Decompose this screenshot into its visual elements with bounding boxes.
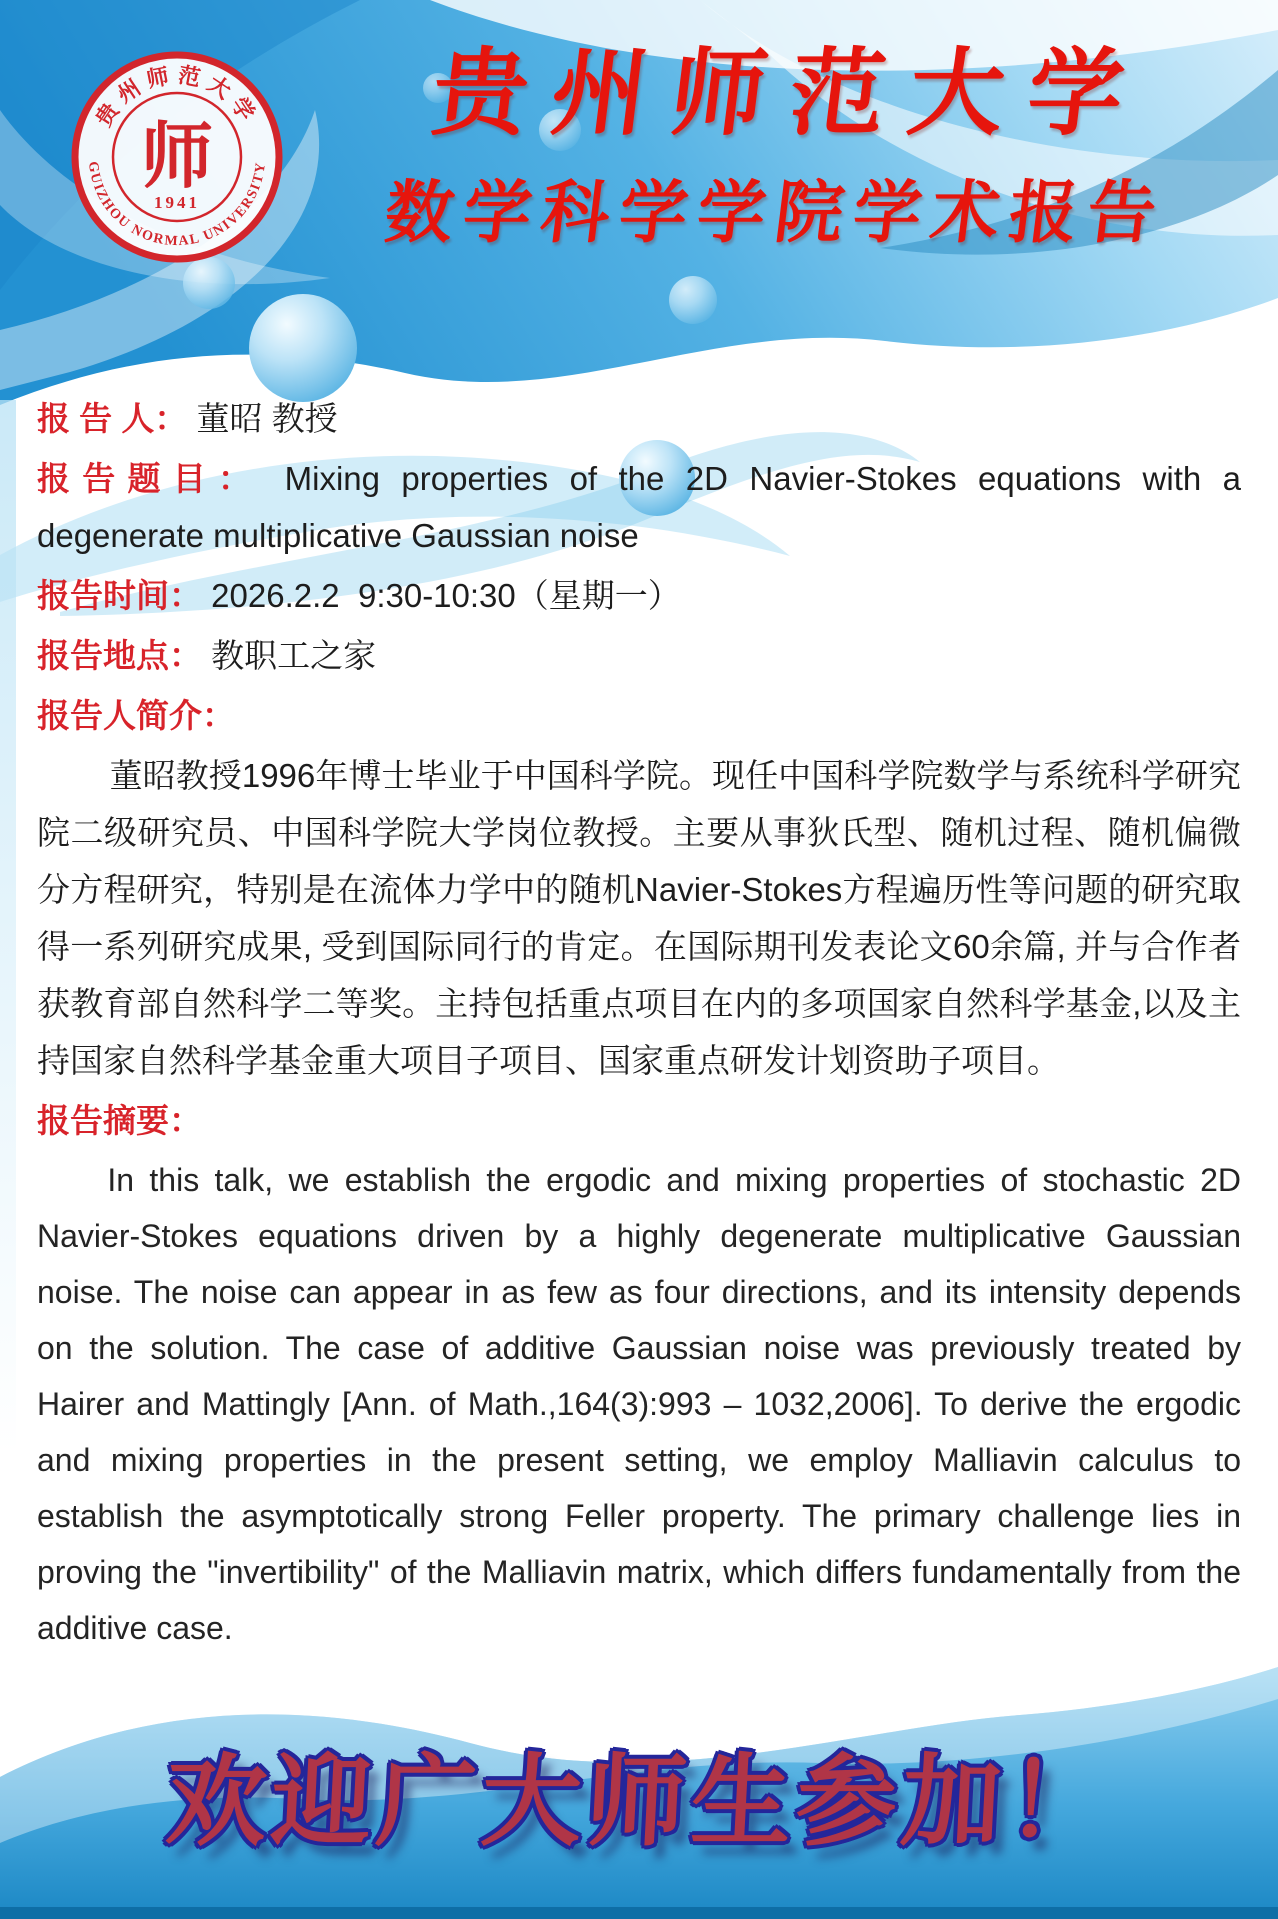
- welcome-text: 欢迎广大师生参加！: [163, 1742, 1115, 1860]
- bubble-icon: [183, 257, 235, 309]
- bubble-icon: [249, 294, 357, 402]
- bio-label: 报告人简介：: [37, 697, 235, 734]
- footer-bottom-strip: [0, 1907, 1278, 1919]
- bio-section-label-row: [37, 687, 1241, 744]
- talk-time: 2026.2.2 9:30-10:30（星期一）: [211, 577, 681, 614]
- seal-english-arc-text: GUIZHOU NORMAL UNIVERSITY: [84, 160, 270, 250]
- talk-title-label: 报告题目：: [37, 460, 264, 497]
- university-seal-graphic: [70, 50, 284, 264]
- time-row: [37, 567, 1241, 624]
- bubble-icon: [669, 276, 717, 324]
- university-seal: [70, 50, 284, 264]
- seminar-series-title: 数学科学学院学术报告: [380, 173, 1171, 253]
- talk-title-row: [37, 450, 1241, 564]
- abstract-section-label-row: [37, 1092, 1241, 1149]
- seal-chinese-arc-text: 贵州师范大学: [90, 61, 264, 132]
- abstract-paragraph: In this talk, we establish the ergodic and mixing properties of stochastic 2D Navier-Stokes equations driven by a highly degenerate multiplicative Gaussian noise. The noise can appear in as few as four directions, and its intensity depends on the solution. The case of additive Gaussian noise was previously treated by Hairer and Mattingly [Ann. of Math.,164(3):993 – 1032,2006]. To derive the ergodic and mixing properties in the present setting, we employ Malliavin calculus to establish the asymptotically strong Feller property. The primary challenge lies in proving the "invertibility" of the Malliavin matrix, which differs fundamentally from the additive case.: [37, 1162, 1241, 1646]
- header-title-block: [282, 40, 1278, 256]
- seal-year: 1941: [154, 193, 200, 212]
- speaker-bio-paragraph: 董昭教授1996年博士毕业于中国科学院。现任中国科学院数学与系统科学研究院二级研究员、中国科学院大学岗位教授。主要从事狄氏型、随机过程、随机偏微分方程研究，特别是在流体力学中的随机Navier-Stokes方程遍历性等问题的研究取得一系列研究成果, 受到国际同行的肯定。在国际期刊发表论文60余篇, 并与合作者获教育部自然科学二等奖。主持包括重点项目在内的多项国家自然科学基金,以及主持国家自然科学基金重大项目子项目、国家重点研发计划资助子项目。: [37, 757, 1241, 1079]
- speaker-label: 报 告 人：: [37, 400, 188, 437]
- speaker-name: 董昭 教授: [196, 400, 338, 437]
- time-label: 报告时间：: [37, 577, 202, 614]
- footer-banner: [0, 1657, 1278, 1919]
- location-row: [37, 627, 1241, 684]
- abstract-label: 报告摘要：: [37, 1102, 202, 1139]
- speaker-row: [37, 390, 1241, 447]
- talk-title: Mixing properties of the 2D Navier-Stokes equations with a degenerate multiplicative Gaussian noise: [37, 460, 1242, 554]
- talk-location: 教职工之家: [211, 637, 377, 674]
- seal-center-glyph: 师: [140, 113, 214, 198]
- poster-body: [0, 390, 1278, 1659]
- location-label: 报告地点：: [37, 637, 202, 674]
- university-name: 贵州师范大学: [426, 38, 1155, 149]
